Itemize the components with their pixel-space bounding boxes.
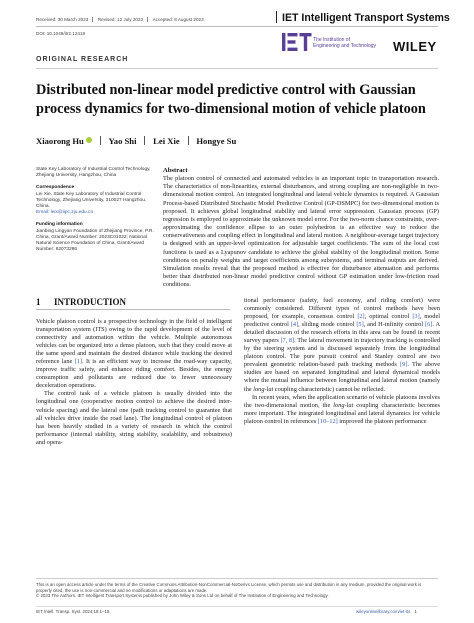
body-column-left xyxy=(36,318,232,447)
author-list xyxy=(36,136,236,146)
citation-link[interactable]: [4] xyxy=(290,321,299,329)
journal-url-link[interactable]: wileyonlinelibrary.com/iet-its xyxy=(356,609,411,614)
correspondence-heading: Correspondence xyxy=(36,185,75,191)
citation-link[interactable]: [10–12] xyxy=(317,417,338,425)
page-number: 1 xyxy=(414,609,417,614)
citation-link[interactable]: [5] xyxy=(356,321,364,329)
article-title: Distributed non-linear model predictive control with Gaussian process dynamics for two-dimensional motion of vehicle platoon xyxy=(36,82,426,117)
footer-links xyxy=(356,609,417,614)
author-3[interactable]: Lei Xie xyxy=(153,136,180,146)
copyright-text: © 2023 The Authors. IET Intelligent Transport Systems published by John Wiley & Sons Ltd on behalf of The Institution of Engineering and Technology. xyxy=(36,593,329,599)
article-type: ORIGINAL RESEARCH xyxy=(36,56,129,63)
correspondence-block xyxy=(36,185,154,216)
article-sidebar xyxy=(36,167,154,259)
funding-text: Jianbing Lingyan Foundation of Zhejiang Province, P.R. China, Grant/Award Number: 2023C01022; National Natural Science Foundation of China, Grant/Award Number: 62073286 xyxy=(36,228,154,253)
citation-link[interactable]: [9] xyxy=(400,361,408,369)
citation-link[interactable]: [2] xyxy=(357,313,365,321)
journal-divider xyxy=(276,11,277,23)
section-heading xyxy=(36,297,126,307)
body-column-right xyxy=(244,297,440,426)
footnote-rule xyxy=(36,578,438,579)
citation-link[interactable]: [7, 8] xyxy=(280,337,295,345)
accepted-date: Accepted: 8 August 2023 xyxy=(152,17,204,22)
citation-link[interactable]: [3] xyxy=(412,313,420,321)
abstract-text: The platoon control of connected and automated vehicles is an important topic in transportation research. The characteristics of non-linearities, external disturbances, and strong coupling are non-negligible in two-dimensional motion control. An integrated longitudinal and lateral vehicle dynamics is required. A Gaussian Process-based Distributed Stochastic Model Predictive Control (GP-DSMPC) for two-dimensional motion is proposed. It achieves global longitudinal stability and lateral error suppression. Gaussian process (GP) regression is employed to approximate the unknown model error. For the two-norm chance constraints, over-approximating the confidence ellipse to an outer polyhedron is an effective way to reduce the conservativeness and coupling effect in longitudinal and lateral motion. A neighbour-average target trajectory is designed with an upper-level optimization for adjustable target coefficients. The sum of the local cost functions is used as a Lyapunov candidate to achieve the global stability of the longitudinal motion. Some conditions on penalty weights and target coefficients among subsystems, and terminal outputs are derived. Simulation results reveal that the proposed method is effective for disturbance attenuation and performs better than distributed non-linear model predictive control without GP estimation under low-friction road conditions. xyxy=(163,175,439,289)
correspondence-text: Lei Xie, State Key Laboratory of Industrial Control Technology, Zhejiang University, 310027 Hangzhou, China. xyxy=(36,191,147,210)
license-footnote xyxy=(36,582,438,599)
header-rule xyxy=(36,26,438,27)
iet-logo-icon xyxy=(282,33,312,51)
license-text: This is an open access article under the terms of the Creative Commons Attribution-NonCommercial-NoDerivs License, which permits use and distribution in any medium, provided the original work is properly cited, the use is non-commercial and no modifications or adaptations are made. xyxy=(36,582,422,593)
section-number: 1 xyxy=(36,297,41,307)
author-4[interactable]: Hongye Su xyxy=(196,136,237,146)
citation-link[interactable]: [1] xyxy=(74,358,83,366)
paragraph: Vehicle platoon control is a prospective technology in the field of intelligent transportation system (ITS) owing to the rapid development of the level of connectivity and automation within the vehicle. Multiple autonomous vehicles can be organized into a dense platoon, such that they could move at the same speed and maintain the desired distance while tracking the desired reference lane [1]. It is an efficient way to increase the road-way capacity, improve traffic safety, and enhance riding comfort. Besides, the energy consumption and pollutants are reduced due to fewer unnecessary deceleration operations. xyxy=(36,318,232,390)
section-rule xyxy=(36,309,230,310)
article-type-rule xyxy=(36,68,438,69)
paragraph: tional performance (safety, fuel economy, and riding comfort) were commonly considered. Different types of control methods have been proposed, for example, consensus control [2], optimal control [3], model predictive control [4], sliding mode control [5], and H-infinity control [6]. A detailed discussion of the research efforts in this area can be found in recent survey papers [7, 8]. The lateral movement in trajectory tracking is controlled by the steering system and is discussed separately from the longitudinal platoon control. The pure pursuit control and Stanley control are two prevalent geometric relation-based path tracking methods [9]. The above studies are based on separated longitudinal and lateral dynamical models where the mutual influence between longitudinal and lateral motion (namely the long-lat coupling characteristic) cannot be reflected. xyxy=(244,297,440,393)
revised-date: Revised: 12 July 2023 xyxy=(97,17,144,22)
journal-name[interactable]: IET Intelligent Transport Systems xyxy=(282,12,450,24)
abstract xyxy=(163,167,439,289)
affiliation: State Key Laboratory of Industrial Control Technology, Zhejiang University, Hangzhou, China xyxy=(36,167,151,179)
section-title: INTRODUCTION xyxy=(54,297,127,307)
author-2[interactable]: Yao Shi xyxy=(108,136,137,146)
funding-heading: Funding information xyxy=(36,222,83,228)
doi-link[interactable]: DOI: 10.1049/itr2.12418 xyxy=(36,31,86,36)
citation-line: IET Intell. Transp. Syst. 2024;18:1–15. xyxy=(36,609,111,614)
orcid-icon[interactable] xyxy=(86,137,92,143)
paragraph: The control task of a vehicle platoon is usually divided into the longitudinal one (cooperative motion control to achieve the desired inter-vehicle spacing) and the lateral one (path tracking control to guarantee that all vehicles drive inside the road lane). The longitudinal control of platoon has been heavily studied in a variety of research in which the control performance (internal stability, string stability, scalability, and robustness) and opera- xyxy=(36,390,232,446)
citation-link[interactable]: [6] xyxy=(424,321,433,329)
article-dates xyxy=(36,17,208,22)
funding-block xyxy=(36,222,154,253)
received-date: Received: 30 March 2023 xyxy=(36,17,89,22)
paragraph: In recent years, when the application scenario of vehicle platoons involves the two-dimensional motion, the long-lat coupling characteristic becomes more important. The integrated longitudinal and lateral dynamics for vehicle platoon control in references [10–12] improved the platoon performance xyxy=(244,393,440,425)
email-link[interactable]: Email: leix@iipc.zju.edu.cn xyxy=(36,210,94,216)
author-1[interactable]: Xiaorong Hu xyxy=(36,136,92,146)
abstract-heading: Abstract xyxy=(163,167,188,174)
institution-name: The Institution of Engineering and Technology xyxy=(313,37,377,50)
publisher-logo[interactable]: WILEY xyxy=(393,39,437,54)
